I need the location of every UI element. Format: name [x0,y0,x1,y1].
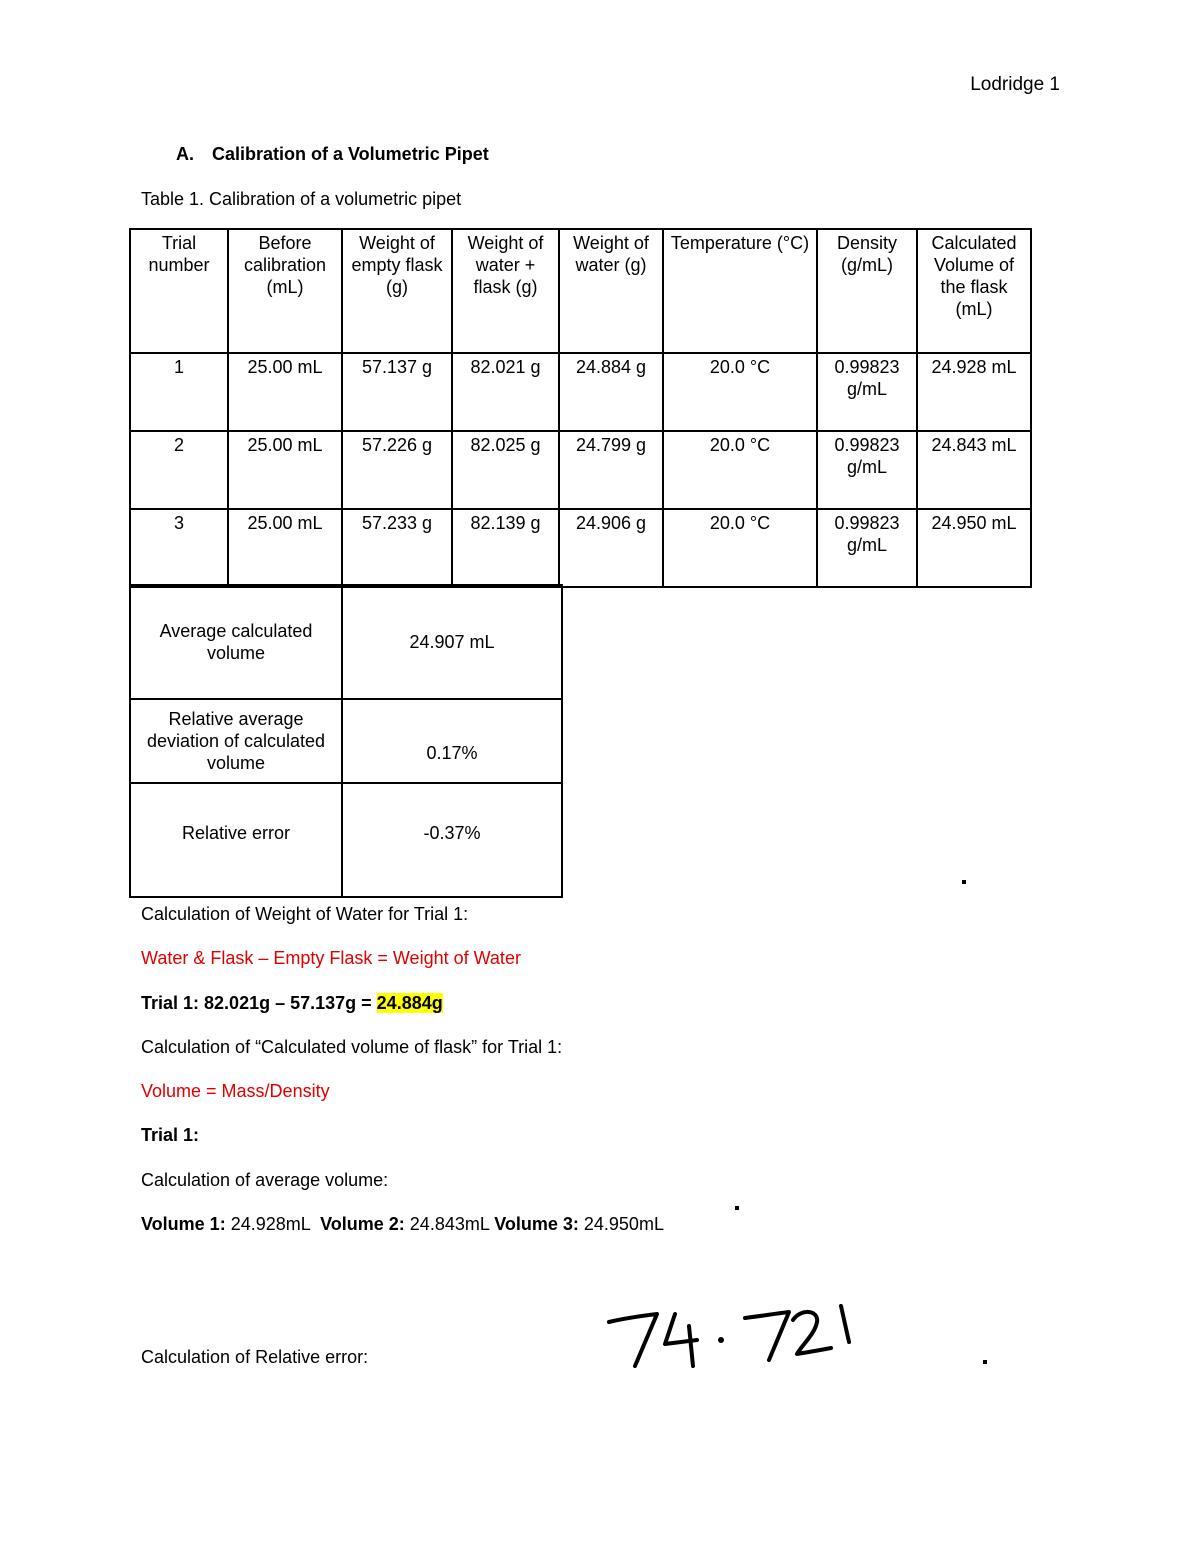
handwritten-value [605,1300,855,1375]
cell-temp: 20.0 °C [663,431,817,509]
header-before-calibration: Before calibration (mL) [228,229,342,353]
table-row [130,431,1031,509]
header-density: Density (g/mL) [817,229,917,353]
average-calc-title: Calculation of average volume: [141,1170,389,1190]
header-temperature: Temperature (°C) [663,229,817,353]
cell-temp: 20.0 °C [663,353,817,431]
trial1-label: Trial 1: [141,993,200,1013]
stray-dot [983,1360,987,1364]
volume1-label: Volume 1: [141,1214,226,1234]
cell-empty: 57.137 g [342,353,452,431]
summary-label-average: Average calculated volume [130,585,342,699]
cell-before: 25.00 mL [228,431,342,509]
summary-value-deviation: 0.17% [342,699,562,783]
table-row [130,509,1031,587]
volume-formula: Volume = Mass/Density [141,1081,330,1101]
cell-before: 25.00 mL [228,509,342,587]
summary-label-relative-error: Relative error [130,783,342,897]
relative-error-title: Calculation of Relative error: [141,1347,369,1367]
cell-trial: 2 [130,431,228,509]
stray-dot [735,1206,739,1210]
cell-density: 0.99823 g/mL [817,509,917,587]
weight-formula: Water & Flask – Empty Flask = Weight of Water [141,948,521,968]
summary-row [130,585,562,699]
trial1-result: 24.884g [376,993,443,1013]
cell-water: 24.884 g [559,353,663,431]
cell-water: 24.906 g [559,509,663,587]
cell-trial: 3 [130,509,228,587]
stray-dot [962,880,966,884]
cell-water-flask: 82.139 g [452,509,559,587]
table-caption: Table 1. Calibration of a volumetric pipet [141,189,462,209]
section-letter: A. [176,144,194,164]
volumes-line [141,1214,664,1235]
header-water-weight: Weight of water (g) [559,229,663,353]
summary-table [129,584,563,898]
volume1-value: 24.928mL [225,1214,316,1234]
summary-label-deviation: Relative average deviation of calculated volume [130,699,342,783]
volume-calc-title: Calculation of “Calculated volume of flask” for Trial 1: [141,1037,563,1057]
volume3-value: 24.950mL [578,1214,664,1234]
cell-volume: 24.843 mL [917,431,1031,509]
weight-calc-title: Calculation of Weight of Water for Trial 1: [141,904,469,924]
table-header-row [130,229,1031,353]
cell-temp: 20.0 °C [663,509,817,587]
handwriting-svg [605,1300,855,1370]
cell-density: 0.99823 g/mL [817,353,917,431]
cell-water-flask: 82.021 g [452,353,559,431]
volume2-value: 24.843mL [404,1214,495,1234]
volume3-label: Volume 3: [494,1214,579,1234]
trial1-weight-line [141,993,443,1014]
table-row [130,353,1031,431]
section-title: Calibration of a Volumetric Pipet [212,144,489,164]
summary-value-average: 24.907 mL [342,585,562,699]
cell-water-flask: 82.025 g [452,431,559,509]
header-water-flask: Weight of water + flask (g) [452,229,559,353]
volume2-label: Volume 2: [320,1214,405,1234]
trial1-expression: 82.021g – 57.137g = [199,993,377,1013]
cell-trial: 1 [130,353,228,431]
calibration-table [129,228,1032,588]
summary-value-relative-error: -0.37% [342,783,562,897]
summary-row [130,783,562,897]
cell-water: 24.799 g [559,431,663,509]
cell-density: 0.99823 g/mL [817,431,917,509]
cell-empty: 57.233 g [342,509,452,587]
summary-row [130,699,562,783]
cell-volume: 24.928 mL [917,353,1031,431]
header-calculated-volume: Calculated Volume of the flask (mL) [917,229,1031,353]
trial1-volume-label: Trial 1: [141,1125,200,1145]
cell-before: 25.00 mL [228,353,342,431]
header-trial-number: Trial number [130,229,228,353]
cell-volume: 24.950 mL [917,509,1031,587]
header-empty-flask: Weight of empty flask (g) [342,229,452,353]
cell-empty: 57.226 g [342,431,452,509]
page-header: Lodridge 1 [970,74,1060,95]
